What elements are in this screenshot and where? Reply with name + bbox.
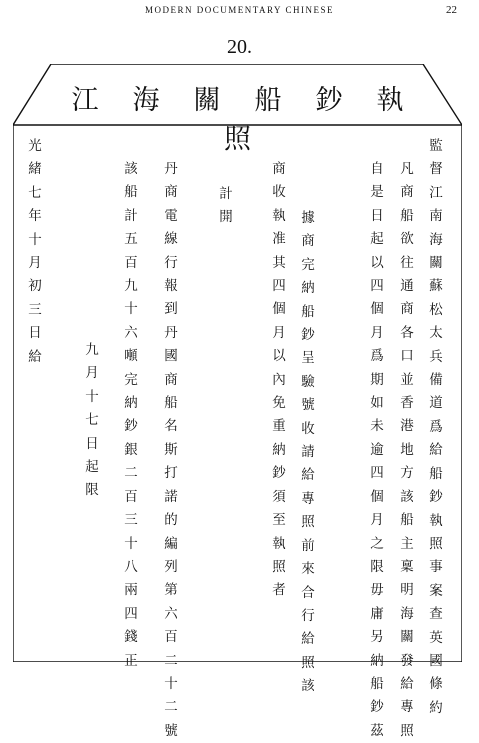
text-column-1: 監督江南海關蘇松太兵備道 爲給船鈔執照事案查英國條約 — [429, 138, 457, 716]
text-column-7: 丹商電線行報到丹國商船名斯打諾的編列第六百二十二號 — [164, 161, 178, 739]
text-column-2: 凡商船欲往通商各口並香港地方該船主稟明海關發給專照 — [400, 161, 414, 739]
text-column-3: 自是日起以四個月爲期如未逾四個月之限毋庸另納船鈔茲 — [370, 161, 384, 739]
text-column-6: 計 開 — [219, 186, 247, 226]
text-column-9: 九月十七日起限 — [85, 342, 99, 499]
running-header-title: MODERN DOCUMENTARY CHINESE — [145, 5, 334, 15]
certificate-title: 江海關船鈔執照 — [71, 85, 438, 155]
text-column-8: 該船計五百九十六噸完納鈔銀二百三十八兩四錢正 — [124, 161, 138, 669]
text-column-5: 商收執准其四個月以內免重納鈔須至執照者 — [272, 161, 286, 599]
date-column: 光緒 七 年 十月 初三 日給 — [28, 138, 56, 365]
document-number: 20. — [227, 36, 252, 58]
page-number: 22 — [446, 4, 457, 16]
text-column-4: 據 商 完納船鈔呈驗號收請給專照前來合行給照該 — [301, 210, 329, 695]
certificate-frame — [13, 64, 462, 739]
